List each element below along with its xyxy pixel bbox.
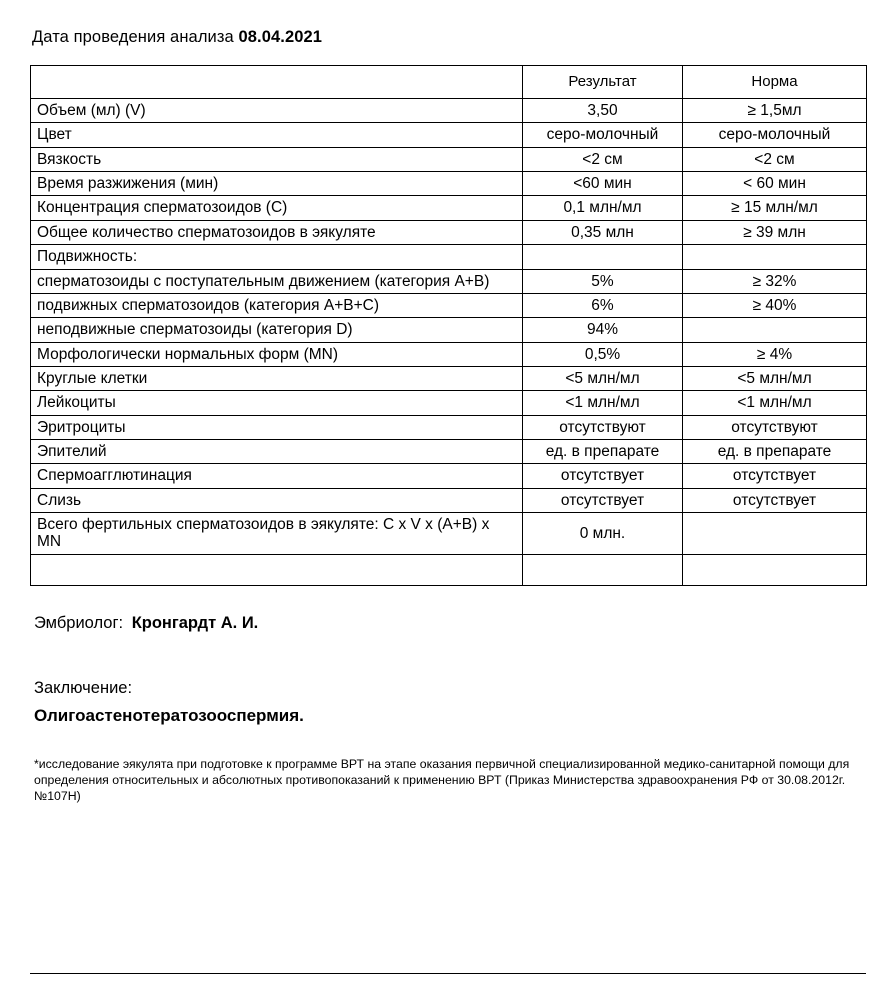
row-norm: ≥ 4% [683,342,867,366]
row-result: ед. в препарате [523,440,683,464]
row-parameter: Общее количество сперматозоидов в эякуляте [31,220,523,244]
row-parameter: Лейкоциты [31,391,523,415]
table-row [31,440,867,464]
row-norm: <2 см [683,147,867,171]
row-norm: < 60 мин [683,172,867,196]
row-parameter: Слизь [31,488,523,512]
column-header-result: Результат [523,66,683,99]
row-parameter: Эритроциты [31,415,523,439]
row-parameter: Концентрация сперматозоидов (C) [31,196,523,220]
row-norm: <5 млн/мл [683,366,867,390]
table-row [31,147,867,171]
row-norm [683,245,867,269]
embryologist-name: Кронгардт А. И. [131,613,259,632]
conclusion-value: Олигоастенотератозооспермия. [34,705,304,725]
table-row [31,488,867,512]
row-norm: ≥ 1,5мл [683,99,867,123]
table-row [31,415,867,439]
table-header-row [31,66,867,99]
table-row [31,318,867,342]
table-row [31,554,867,585]
row-parameter: сперматозоиды с поступательным движением (категория А+В) [31,269,523,293]
row-result: 3,50 [523,99,683,123]
row-parameter [31,554,523,585]
row-result: отсутствует [523,488,683,512]
row-result: <2 см [523,147,683,171]
column-header-norm: Норма [683,66,867,99]
column-header-parameter [31,66,523,99]
row-parameter: Морфологически нормальных форм (MN) [31,342,523,366]
row-parameter: Всего фертильных сперматозоидов в эякуляте: C x V x (A+B) x MN [31,513,523,555]
row-norm: ≥ 39 млн [683,220,867,244]
row-norm: отсутствует [683,464,867,488]
row-norm [683,554,867,585]
row-result: 0,5% [523,342,683,366]
table-row [31,464,867,488]
analysis-date-value: 08.04.2021 [238,28,323,46]
row-result: серо-молочный [523,123,683,147]
table-row [31,391,867,415]
row-norm: ≥ 15 млн/мл [683,196,867,220]
table-row-section [31,245,867,269]
row-result [523,554,683,585]
row-result [523,245,683,269]
row-result: отсутствуют [523,415,683,439]
row-parameter: Время разжижения (мин) [31,172,523,196]
table-row [31,513,867,555]
row-result: 94% [523,318,683,342]
row-parameter: Круглые клетки [31,366,523,390]
embryologist-label: Эмбриолог: [34,613,124,632]
table-row [31,342,867,366]
row-result: 0,1 млн/мл [523,196,683,220]
table-body [31,99,867,586]
table-row [31,269,867,293]
row-result: 0 млн. [523,513,683,555]
row-parameter: неподвижные сперматозоиды (категория D) [31,318,523,342]
conclusion-label: Заключение: [34,678,133,697]
row-norm: отсутствует [683,488,867,512]
analysis-date [32,28,866,47]
row-parameter: Вязкость [31,147,523,171]
row-result: <60 мин [523,172,683,196]
footnote-text: *исследование эякулята при подготовке к программе ВРТ на этапе оказания первичной специализированной медико-санитарной помощи для определения относительных и абсолютных противопоказаний к применению ВРТ (Приказ Министерства здравоохранения РФ от 30.08.2012г. №107Н) [34,756,850,804]
row-result: <5 млн/мл [523,366,683,390]
row-result: отсутствует [523,464,683,488]
table-row [31,220,867,244]
row-norm [683,318,867,342]
table-row [31,99,867,123]
analysis-date-label: Дата проведения анализа [32,28,234,46]
table-row [31,123,867,147]
row-parameter: Спермоагглютинация [31,464,523,488]
table-row [31,196,867,220]
row-norm: ≥ 32% [683,269,867,293]
row-norm: серо-молочный [683,123,867,147]
spermogram-table [30,65,867,586]
row-result: 6% [523,293,683,317]
row-result: 5% [523,269,683,293]
row-norm [683,513,867,555]
row-parameter: Объем (мл) (V) [31,99,523,123]
table-row [31,366,867,390]
row-norm: ≥ 40% [683,293,867,317]
row-norm: <1 млн/мл [683,391,867,415]
row-norm: ед. в препарате [683,440,867,464]
row-norm: отсутствуют [683,415,867,439]
row-parameter: Подвижность: [31,245,523,269]
row-result: 0,35 млн [523,220,683,244]
row-parameter: подвижных сперматозоидов (категория А+В+С) [31,293,523,317]
row-parameter: Эпителий [31,440,523,464]
table-row [31,293,867,317]
table-row [31,172,867,196]
row-result: <1 млн/мл [523,391,683,415]
row-parameter: Цвет [31,123,523,147]
embryologist-signature [34,614,866,633]
page-bottom-divider [30,973,866,1000]
